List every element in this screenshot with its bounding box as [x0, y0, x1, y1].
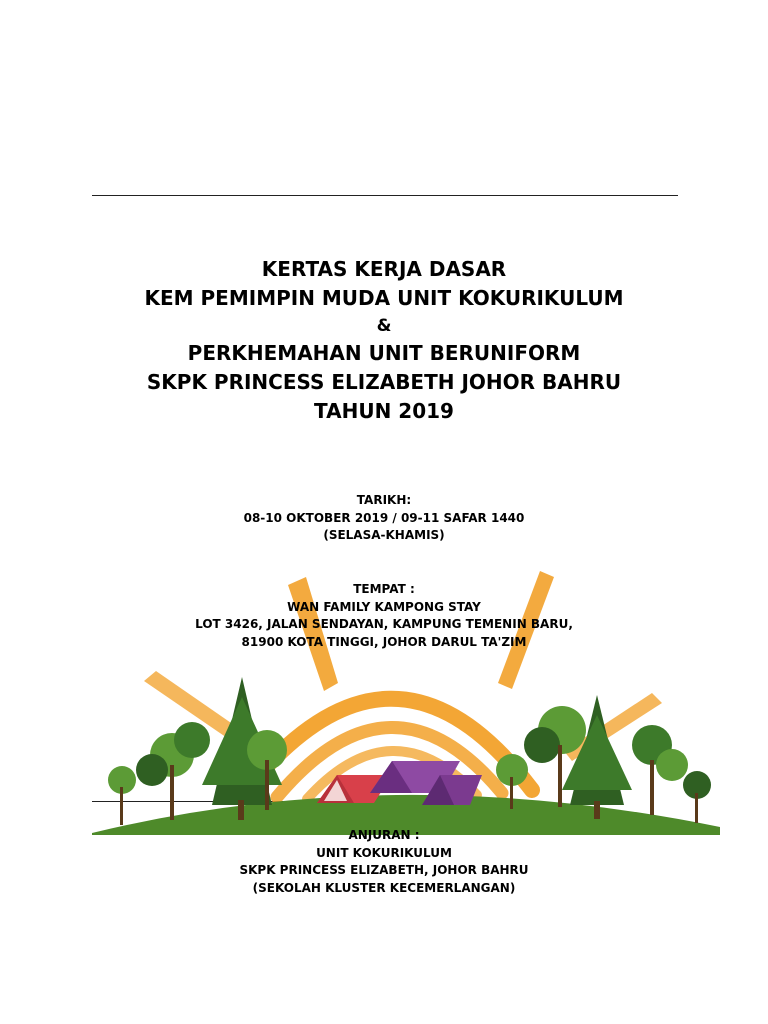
- venue-block: [0, 581, 768, 651]
- title-line-2: KEM PEMIMPIN MUDA UNIT KOKURIKULUM: [144, 286, 624, 310]
- date-value: 08-10 OKTOBER 2019 / 09-11 SAFAR 1440: [243, 510, 525, 525]
- organizer-label: ANJURAN :: [348, 828, 420, 842]
- venue-label: TEMPAT :: [353, 582, 415, 596]
- title-line-4: PERKHEMAHAN UNIT BERUNIFORM: [187, 341, 581, 365]
- venue-name: WAN FAMILY KAMPONG STAY: [287, 599, 481, 614]
- date-days: (SELASA-KHAMIS): [323, 528, 445, 542]
- organizer-block: [0, 827, 768, 897]
- venue-address-line-2: 81900 KOTA TINGGI, JOHOR DARUL TA'ZIM: [241, 634, 527, 649]
- document-title: [0, 255, 768, 426]
- title-line-1: KERTAS KERJA DASAR: [261, 257, 507, 281]
- organizer-cluster: (SEKOLAH KLUSTER KECEMERLANGAN): [252, 880, 516, 895]
- title-line-5: SKPK PRINCESS ELIZABETH JOHOR BAHRU: [146, 370, 622, 394]
- organizer-unit: UNIT KOKURIKULUM: [316, 845, 452, 860]
- trees-left: [108, 677, 287, 825]
- top-rule: [92, 195, 678, 196]
- title-ampersand: &: [376, 316, 392, 336]
- organizer-school: SKPK PRINCESS ELIZABETH, JOHOR BAHRU: [239, 863, 529, 877]
- date-block: [0, 492, 768, 545]
- title-line-6: TAHUN 2019: [314, 399, 454, 423]
- venue-address-line-1: LOT 3426, JALAN SENDAYAN, KAMPUNG TEMENIN BARU,: [195, 617, 573, 631]
- date-label: TARIKH:: [356, 493, 412, 507]
